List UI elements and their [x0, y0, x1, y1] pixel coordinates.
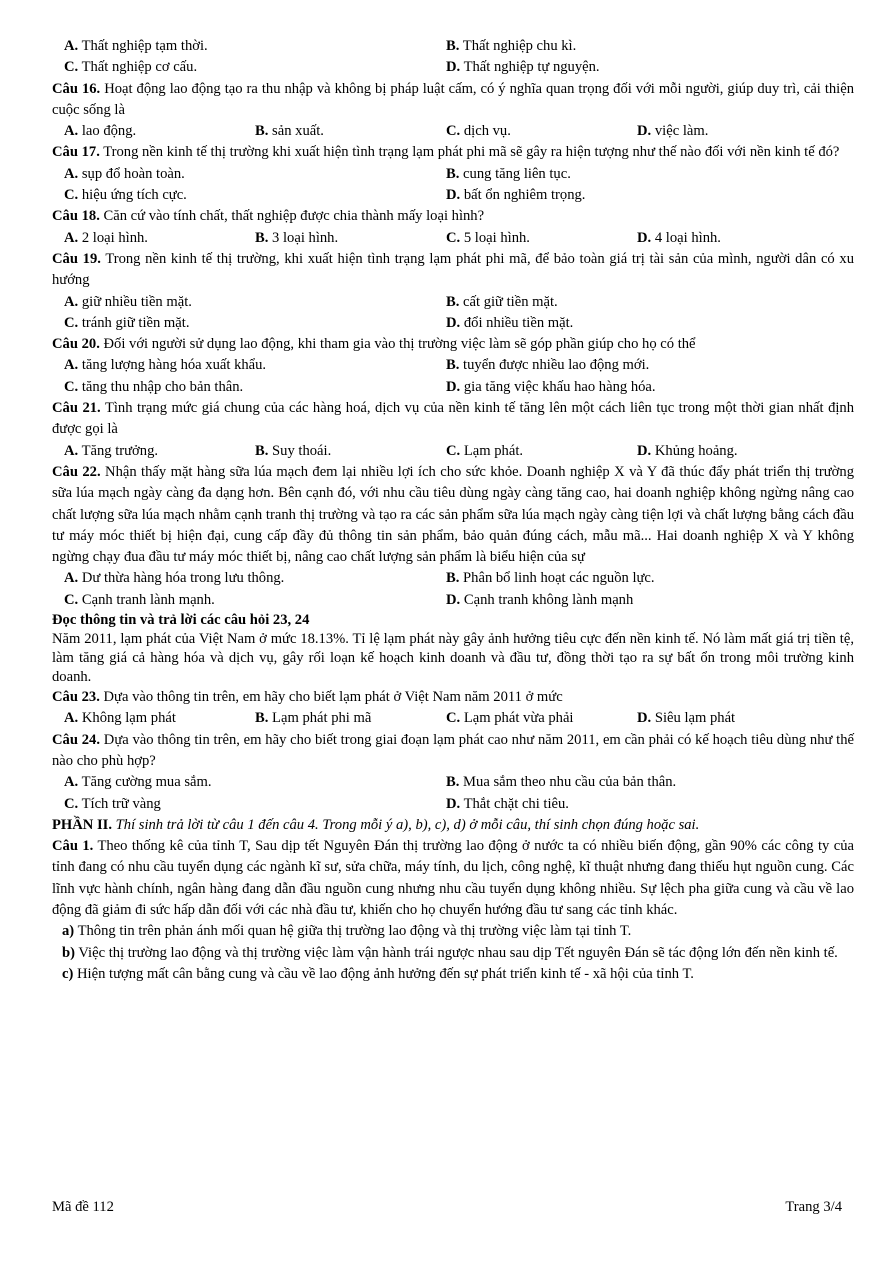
part-2-question-1: Câu 1. Theo thống kê của tỉnh T, Sau dịp tết Nguyên Đán thị trường lao động ở nước ta có nhiều biến động, gần 90% các công ty của tỉnh đang có nhu cầu tuyển dụng các ngành kĩ sư, sửa chữa, máy tính, du lịch, công nghệ, kĩ thuật nhưng đang thiếu hụt nguồn cung. Các lĩnh vực hành chính, ngân hàng đang dẫn đầu nguồn cung nhưng nhu cầu tuyển dụng không nhiều. Sự lệch pha giữa cung và cầu về lao động đã giảm đi sức hấp dẫn đối với các nhà đầu tư, khiến cho họ chuyển hướng đầu tư sang các tỉnh khác. — [52, 838, 854, 918]
q17-options-row-2 — [52, 185, 854, 206]
q24-option-c: C. Tích trữ vàng — [64, 795, 161, 812]
q17-option-d: D. bất ổn nghiêm trọng. — [446, 187, 586, 204]
q22-option-a: A. Dư thừa hàng hóa trong lưu thông. — [64, 570, 285, 587]
part-2-q1-statement-c: c) Hiện tượng mất cân bằng cung và cầu về lao động ảnh hưởng đến sự phát triển kinh tế - xã hội của tỉnh T. — [62, 965, 694, 982]
page-footer — [52, 1199, 842, 1216]
question-21: Câu 21. Tình trạng mức giá chung của các hàng hoá, dịch vụ của nền kinh tế tăng lên một cách liên tục trong một thời gian nhất định được gọi là — [52, 400, 855, 438]
q15-options-row-1 — [52, 36, 854, 57]
q24-options-row-2 — [52, 794, 854, 815]
q17-option-a: A. sụp đổ hoàn toàn. — [64, 165, 185, 182]
reading-text: Năm 2011, lạm phát của Việt Nam ở mức 18.13%. Tỉ lệ lạm phát này gây ảnh hưởng tiêu cực đến nền kinh tế. Nó làm mất giá trị tiền tệ, làm tăng giá cả hàng hóa và dịch vụ, gây rối loạn kế hoạch kinh doanh và đầu tư, đồng thời tạo ra sự bất ổn trong môi trường kinh doanh. — [52, 631, 854, 686]
q16-options — [52, 121, 854, 142]
q20-option-d: D. gia tăng việc khấu hao hàng hóa. — [446, 378, 656, 395]
q16-option-c: C. dịch vụ. — [446, 123, 511, 140]
part-2-q1-statement-b: b) Việc thị trường lao động và thị trường việc làm vận hành trái ngược nhau sau dịp Tết nguyên Đán sẽ tác động lớn đến nền kinh tế. — [62, 944, 838, 961]
q18-option-c: C. 5 loại hình. — [446, 229, 530, 246]
q20-option-b: B. tuyển được nhiều lao động mới. — [446, 357, 650, 374]
q23-option-d: D. Siêu lạm phát — [637, 710, 736, 727]
q21-option-c: C. Lạm phát. — [446, 442, 524, 459]
q18-option-d: D. 4 loại hình. — [637, 229, 721, 246]
q24-options-row-1 — [52, 772, 854, 793]
q15-option-d: D. Thất nghiệp tự nguyện. — [446, 59, 600, 76]
q23-options — [52, 708, 854, 729]
q15-option-c: C. Thất nghiệp cơ cấu. — [64, 59, 198, 76]
question-23: Câu 23. Dựa vào thông tin trên, em hãy cho biết lạm phát ở Việt Nam năm 2011 ở mức — [52, 689, 563, 706]
q19-option-d: D. đổi nhiều tiền mặt. — [446, 314, 574, 331]
q15-options-row-2 — [52, 57, 854, 78]
q16-option-b: B. sản xuất. — [255, 123, 324, 140]
exam-page — [52, 36, 854, 985]
question-17: Câu 17. Trong nền kinh tế thị trường khi xuất hiện tình trạng lạm phát phi mã sẽ gây ra hiện tượng như thế nào đối với nền kinh tế đó? — [52, 144, 840, 161]
q22-option-c: C. Cạnh tranh lành mạnh. — [64, 591, 215, 608]
page-number: Trang 3/4 — [785, 1199, 842, 1215]
q15-option-b: B. Thất nghiệp chu kì. — [446, 38, 577, 54]
q16-option-a: A. lao động. — [64, 123, 137, 140]
q21-options — [52, 441, 854, 462]
q23-option-b: B. Lạm phát phi mã — [255, 710, 372, 727]
part-2-heading: PHẦN II. Thí sinh trả lời từ câu 1 đến câu 4. Trong mỗi ý a), b), c), d) ở mỗi câu, thí sinh chọn đúng hoặc sai. — [52, 816, 700, 833]
q20-option-a: A. tăng lượng hàng hóa xuất khẩu. — [64, 357, 267, 374]
question-18: Câu 18. Căn cứ vào tính chất, thất nghiệp được chia thành mấy loại hình? — [52, 208, 485, 225]
q24-option-a: A. Tăng cường mua sắm. — [64, 774, 212, 791]
q18-option-a: A. 2 loại hình. — [64, 229, 148, 246]
q24-option-b: B. Mua sắm theo nhu cầu của bản thân. — [446, 774, 677, 791]
q17-option-b: B. cung tăng liên tục. — [446, 165, 571, 182]
q21-option-a: A. Tăng trưởng. — [64, 442, 159, 459]
part-2-q1-statement-a: a) Thông tin trên phản ánh mối quan hệ giữa thị trường lao động và thị trường việc làm tại tỉnh T. — [62, 923, 632, 940]
q23-option-a: A. Không lạm phát — [64, 710, 176, 727]
exam-code: Mã đề 112 — [52, 1199, 114, 1215]
q15-option-a: A. Thất nghiệp tạm thời. — [64, 38, 208, 54]
q19-options-row-1 — [52, 292, 854, 313]
q16-option-d: D. việc làm. — [637, 123, 709, 140]
q23-option-c: C. Lạm phát vừa phải — [446, 710, 574, 727]
q18-options — [52, 228, 854, 249]
q17-option-c: C. hiệu ứng tích cực. — [64, 187, 187, 204]
q19-option-b: B. cất giữ tiền mặt. — [446, 293, 558, 310]
q24-option-d: D. Thắt chặt chi tiêu. — [446, 795, 569, 812]
q20-options-row-1 — [52, 355, 854, 376]
q19-options-row-2 — [52, 313, 854, 334]
q21-option-d: D. Khủng hoảng. — [637, 442, 738, 459]
question-24: Câu 24. Dựa vào thông tin trên, em hãy cho biết trong giai đoạn lạm phát cao như năm 2011, em cần phải có kế hoạch tiêu dùng như thế nào cho phù hợp? — [52, 731, 855, 769]
q22-option-b: B. Phân bổ linh hoạt các nguồn lực. — [446, 570, 655, 587]
q17-options-row-1 — [52, 164, 854, 185]
q22-options-row-2 — [52, 590, 854, 611]
question-16: Câu 16. Hoạt động lao động tạo ra thu nhập và không bị pháp luật cấm, có ý nghĩa quan trọng đối với mỗi người, giúp duy trì, cải thiện cuộc sống là — [52, 80, 855, 118]
q22-options-row-1 — [52, 568, 854, 589]
question-22: Câu 22. Nhận thấy mặt hàng sữa lúa mạch đem lại nhiều lợi ích cho sức khỏe. Doanh nghiệp X và Y đã thúc đẩy phát triển thị trường sữa lúa mạch ngày càng đa dạng hơn. Bên cạnh đó, với nhu cầu tiêu dùng ngày càng tăng cao, hai doanh nghiệp không ngừng nâng cao chất lượng sữa lúa mạch nhằm cạnh tranh thị trường và tạo ra các sản phẩm sữa lúa mạch ngày càng tiện lợi và chất lượng bằng cách đầu tư máy móc thiết bị hiện đại, cung cấp đầy đủ thông tin sản phẩm, bảo quản đúng cách, mẫu mã... Hai doanh nghiệp X và Y không ngừng chạy đua đầu tư máy móc thiết bị, nâng cao chất lượng sản phẩm là biểu hiện của sự — [52, 463, 854, 566]
question-19: Câu 19. Trong nền kinh tế thị trường, khi xuất hiện tình trạng lạm phát phi mã, để bảo toàn giá trị tài sản của mình, người dân có xu hướng — [52, 250, 855, 289]
q19-option-a: A. giữ nhiều tiền mặt. — [64, 293, 192, 310]
q22-option-d: D. Cạnh tranh không lành mạnh — [446, 591, 634, 608]
question-20: Câu 20. Đối với người sử dụng lao động, khi tham gia vào thị trường việc làm sẽ góp phần giúp cho họ có thể — [52, 336, 696, 353]
q20-options-row-2 — [52, 377, 854, 398]
q18-option-b: B. 3 loại hình. — [255, 229, 339, 246]
reading-heading: Đọc thông tin và trả lời các câu hỏi 23, 24 — [52, 612, 310, 629]
q20-option-c: C. tăng thu nhập cho bản thân. — [64, 378, 244, 395]
q21-option-b: B. Suy thoái. — [255, 442, 332, 459]
q19-option-c: C. tránh giữ tiền mặt. — [64, 314, 190, 331]
